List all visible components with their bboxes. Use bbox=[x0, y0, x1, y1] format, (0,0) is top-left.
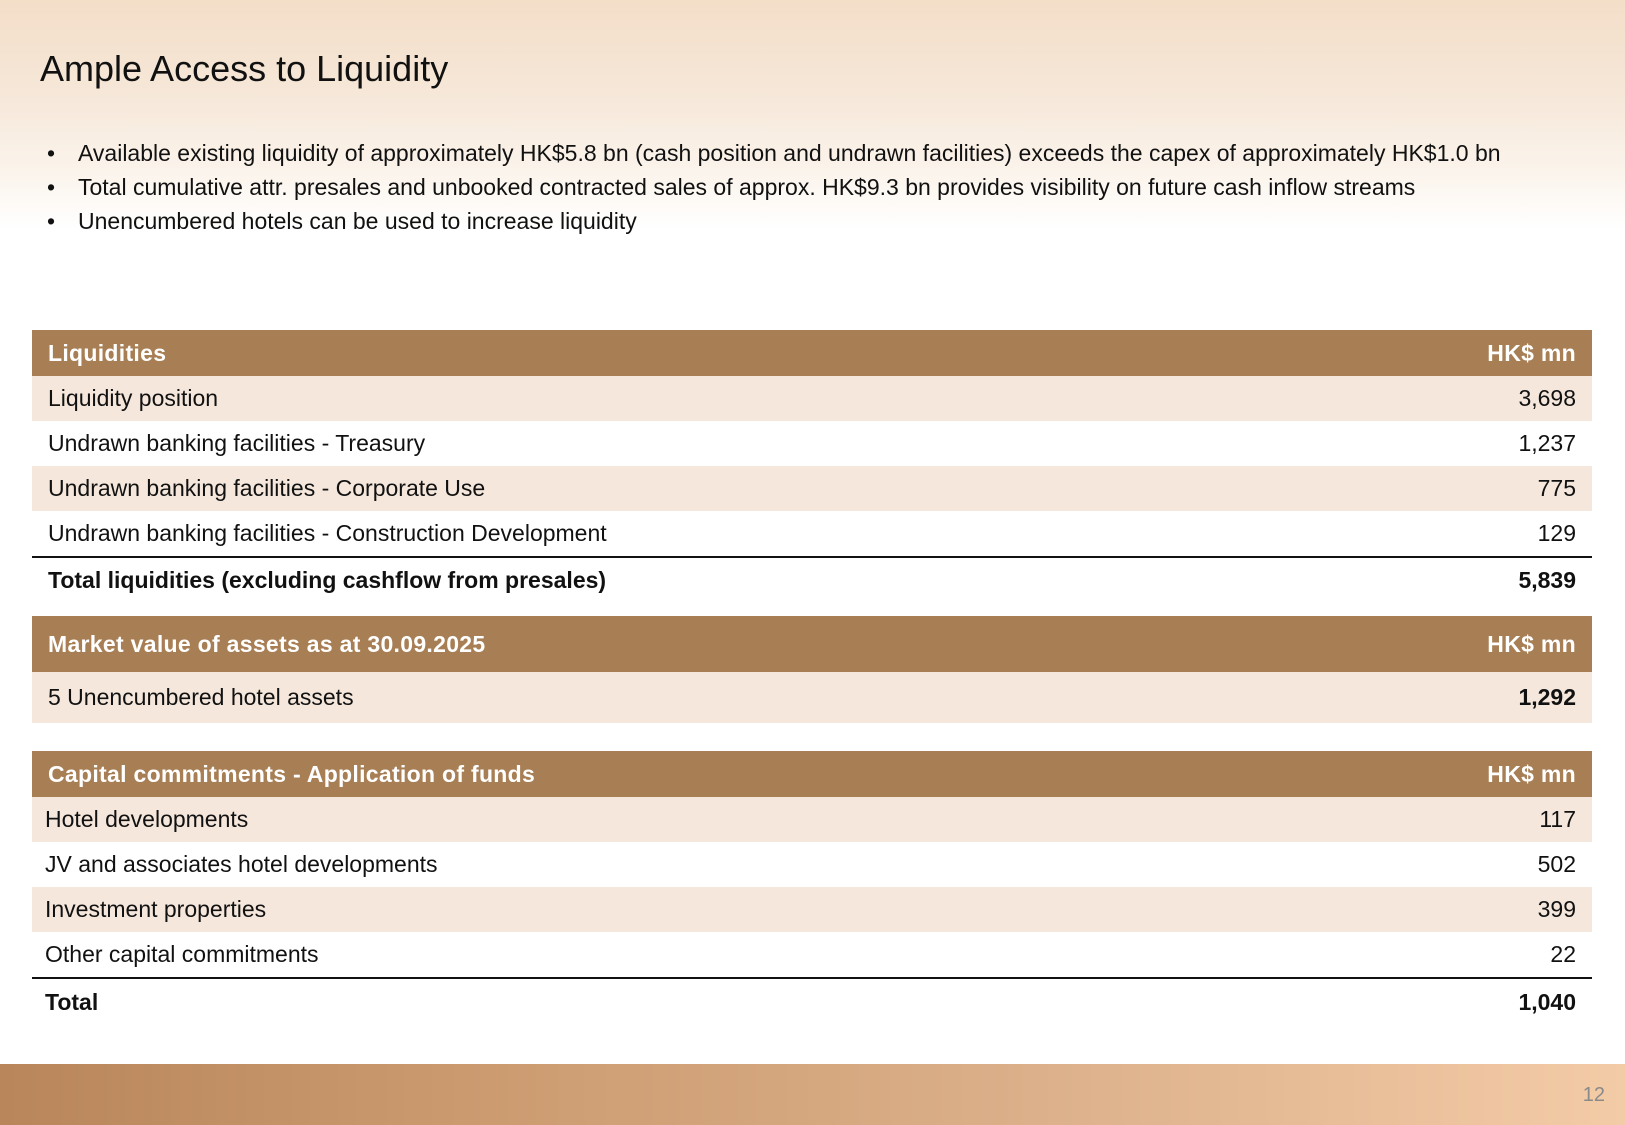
header-label: Liquidities bbox=[48, 339, 167, 366]
row-value: 117 bbox=[1539, 806, 1576, 832]
bullet-list bbox=[40, 138, 1580, 240]
row-label: Investment properties bbox=[45, 896, 267, 922]
header-unit: HK$ mn bbox=[1487, 339, 1576, 366]
table-row bbox=[32, 421, 1592, 466]
bullet-item bbox=[40, 172, 1580, 202]
bullet-dot: • bbox=[47, 140, 56, 166]
header-label: Capital commitments - Application of funds bbox=[48, 760, 536, 787]
row-value: 22 bbox=[1550, 941, 1576, 967]
table-row bbox=[32, 797, 1592, 842]
row-value: 1,292 bbox=[1518, 684, 1576, 710]
total-value: 1,040 bbox=[1518, 988, 1576, 1015]
row-label: Undrawn banking facilities - Corporate Use bbox=[48, 475, 486, 501]
total-label: Total bbox=[45, 988, 99, 1015]
slide-title: Ample Access to Liquidity bbox=[40, 48, 449, 89]
table-row bbox=[32, 842, 1592, 887]
header-label: Market value of assets as at 30.09.2025 bbox=[48, 630, 486, 657]
table-header bbox=[32, 330, 1592, 376]
total-label: Total liquidities (excluding cashflow from presales) bbox=[48, 566, 607, 593]
row-value: 775 bbox=[1537, 475, 1576, 501]
row-value: 3,698 bbox=[1518, 385, 1576, 411]
row-label: Other capital commitments bbox=[45, 941, 319, 967]
bullet-text: Total cumulative attr. presales and unbooked contracted sales of approx. HK$9.3 bn provides visibility on future cash inflow streams bbox=[78, 174, 1416, 200]
bullet-dot: • bbox=[47, 174, 56, 200]
table-row bbox=[32, 511, 1592, 556]
bullet-item bbox=[40, 206, 1580, 236]
row-label: Hotel developments bbox=[45, 806, 249, 832]
bullet-text: Available existing liquidity of approximately HK$5.8 bn (cash position and undrawn facilities) exceeds the capex of approximately HK$1.0 bn bbox=[78, 140, 1501, 166]
header-unit: HK$ mn bbox=[1487, 760, 1576, 787]
bullet-item bbox=[40, 138, 1580, 168]
market-value-table bbox=[32, 616, 1592, 723]
row-label: 5 Unencumbered hotel assets bbox=[48, 684, 354, 710]
row-value: 502 bbox=[1537, 851, 1576, 877]
row-value: 1,237 bbox=[1518, 430, 1576, 456]
table-row bbox=[32, 376, 1592, 421]
table-row bbox=[32, 466, 1592, 511]
total-row bbox=[32, 556, 1592, 602]
row-value: 129 bbox=[1537, 520, 1576, 546]
liquidities-table bbox=[32, 330, 1592, 602]
table-row bbox=[32, 887, 1592, 932]
header-unit: HK$ mn bbox=[1487, 630, 1576, 657]
row-label: Undrawn banking facilities - Treasury bbox=[48, 430, 426, 456]
row-label: Liquidity position bbox=[48, 385, 219, 411]
capital-commitments-table bbox=[32, 751, 1592, 1025]
table-header bbox=[32, 616, 1592, 672]
row-label: JV and associates hotel developments bbox=[45, 851, 438, 877]
table-row bbox=[32, 932, 1592, 977]
bullet-dot: • bbox=[47, 208, 56, 234]
table-row bbox=[32, 672, 1592, 723]
row-label: Undrawn banking facilities - Construction Development bbox=[48, 520, 607, 546]
bullet-text: Unencumbered hotels can be used to increase liquidity bbox=[78, 208, 637, 234]
page-number: 12 bbox=[1582, 1084, 1605, 1106]
table-header bbox=[32, 751, 1592, 797]
total-value: 5,839 bbox=[1518, 566, 1576, 593]
total-row bbox=[32, 977, 1592, 1025]
row-value: 399 bbox=[1537, 896, 1576, 922]
footer-gradient-band bbox=[0, 1064, 1625, 1125]
